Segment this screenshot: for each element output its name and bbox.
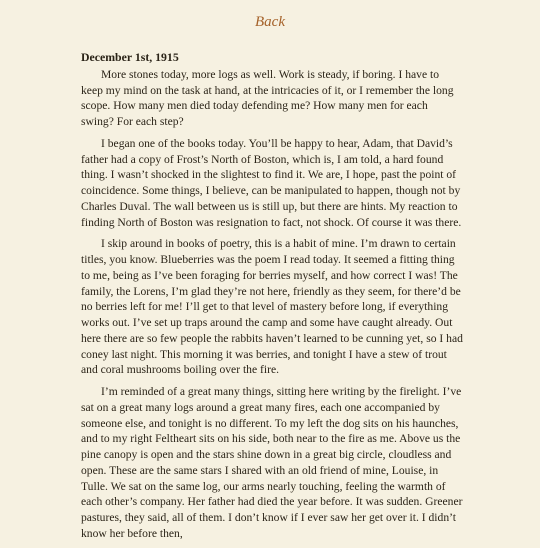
entry-date: December 1st, 1915 (81, 50, 179, 64)
entry-paragraph: I skip around in books of poetry, this is a habit of mine. I’m drawn to certain titles, you know. Blueberries was the poem I read today. It seemed a fitting thing to me, being as I’ve been foraging for berries myself, and how correct I was! The family, the Lorens, I’m glad they’re not here, friendly as they seem, for there’d be no berries left for me! I’ll get to that level of mastery before long, if everything works out. I’ve set up traps around the camp and some have caught already. Out here there are so few people the rabbits haven’t learned to be cunning yet, so I had coney last night. This morning it was berries, and tonight I have a stew of trout and coral mushrooms boiling over the fire. (81, 237, 463, 377)
entry-paragraph: I’m reminded of a great many things, sitting here writing by the firelight. I’ve sat on a great many logs around a great many fires, each one accompanied by someone else, and tonight is no different. To my left the dog sits on his haunches, and to my right Feltheart sits on his side, both near to the fire as me. Above us the pine canopy is open and the stars shine down in a great big circle, cloudless and open. These are the same stars I shared with an old friend of mine, Louise, in Tulle. We sat on the same log, our arms nearly touching, feeling the warmth of each other’s company. Her father had died the year before. It was sudden. Greener pastures, they said, all of them. I don’t know if I ever saw her get over it. I didn’t know her before then, (81, 385, 463, 540)
entry-paragraph: I began one of the books today. You’ll be happy to hear, Adam, that David’s father had a copy of Frost’s North of Boston, which is, I am told, a hard found thing. I wasn’t shocked in the slightest to find it. We are, I hope, past the point of coincidence. Some things, I believe, can be manipulated to happen, though not by Charles Duval. The wall between us is still up, but there are hints. My reaction to finding North of Boston was resignation to fact, not shock. Of course it was there. (81, 136, 462, 229)
reader-page (0, 14, 540, 540)
journal-entry (81, 50, 463, 548)
entry-paragraph: More stones today, more logs as well. Work is steady, if boring. I have to keep my mind on the task at hand, at the intricacies of it, or I remember the long scope. How many men died today defending me? How many men for each swing? For each step? (81, 67, 454, 128)
back-link[interactable]: Back (255, 14, 285, 30)
